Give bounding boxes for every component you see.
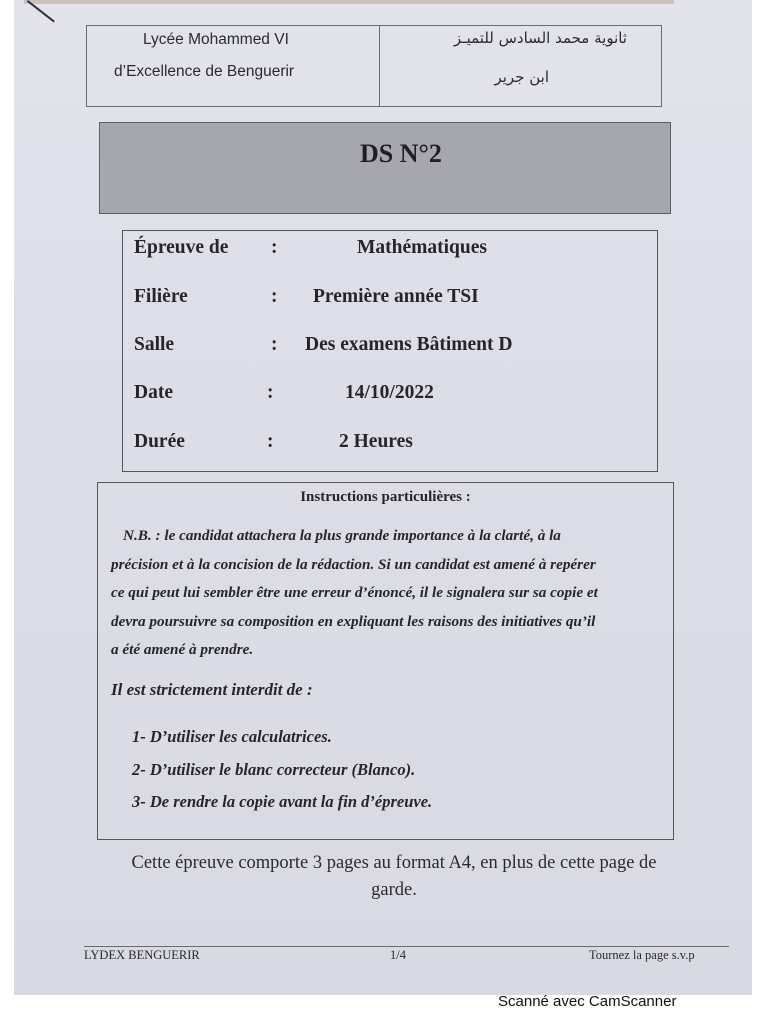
info-colon: : [271,237,278,258]
info-label: Salle [134,334,175,355]
info-label: Épreuve de [134,237,229,258]
page-count-note-line1: Cette épreuve comporte 3 pages au format A4, en plus de cette page de [131,853,657,873]
page-count-note [84,850,704,904]
school-header [86,25,662,107]
school-name-ar [381,26,661,106]
instructions-title: Instructions particulières : [300,489,471,505]
footer-turn-page: Tournez la page s.v.p [589,948,695,962]
instructions-line: a été amené à prendre. [111,641,254,658]
forbidden-item: 3- De rendre la copie avant la fin d’épreuve. [132,792,433,811]
info-row-track [123,282,657,314]
school-name-ar-line1: ثانوية محمد السادس للتميـز [453,29,627,47]
info-row-date [123,378,657,410]
info-colon: : [271,286,278,307]
instructions-line: précision et à la concision de la rédaction. Si un candidat est amené à repérer [111,555,596,573]
footer-divider [84,946,729,947]
info-label: Filière [134,286,188,307]
info-row-duration [123,427,657,459]
forbidden-item: 1- D’utiliser les calculatrices. [132,727,332,746]
school-name-fr-line2: d’Excellence de Benguerir [114,63,295,80]
instructions-paragraph [111,522,671,665]
page-top-edge [24,0,674,4]
info-label: Durée [134,431,185,452]
info-value: Des examens Bâtiment D [305,334,513,355]
info-row-room [123,330,657,362]
scanner-watermark: Scanné avec CamScanner [498,993,677,1010]
info-value: 14/10/2022 [345,382,434,403]
school-name-ar-line2: ابن جرير [494,68,549,86]
footer-page-number: 1/4 [390,948,406,962]
scanned-page [14,0,752,995]
instructions-line: ce qui peut lui sembler être une erreur d’énoncé, il le signalera sur sa copie et [111,584,598,601]
info-value: Première année TSI [313,286,479,307]
info-row-subject [123,233,657,265]
instructions-line: devra poursuivre sa composition en expliquant les raisons des initiatives qu’il [111,612,596,630]
instructions-line: N.B. : le candidat attachera la plus grande importance à la clarté, à la [123,527,561,544]
info-colon: : [267,431,274,452]
footer-school: LYDEX BENGUERIR [84,948,200,962]
exam-title-band [99,122,671,214]
info-colon: : [267,382,274,403]
exam-info-box [122,230,658,472]
forbidden-title: Il est strictement interdit de : [111,680,313,699]
instructions-box [97,482,674,840]
page-count-note-line2: garde. [371,880,417,900]
info-colon: : [271,334,278,355]
info-value: Mathématiques [357,237,487,258]
exam-title: DS N°2 [360,139,442,168]
school-name-fr-line1: Lycée Mohammed VI [143,31,289,48]
info-label: Date [134,382,173,403]
school-name-fr [87,26,380,106]
info-value: 2 Heures [339,431,413,452]
forbidden-item: 2- D’utiliser le blanc correcteur (Blanco). [132,760,416,779]
